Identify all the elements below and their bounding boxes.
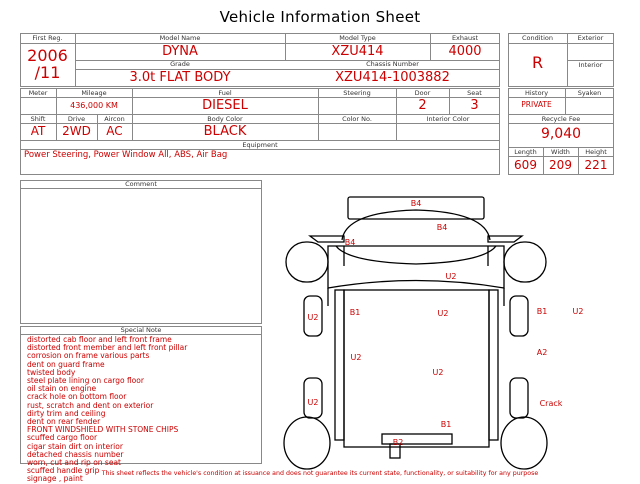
seat-value: 3 <box>470 98 479 113</box>
body-color-label: Body Color <box>207 115 243 123</box>
recycle-fee-label: Recycle Fee <box>541 115 581 123</box>
history-label: History <box>524 89 549 97</box>
comment-label: Comment <box>125 180 157 188</box>
body-color-value: BLACK <box>203 124 247 139</box>
damage-mark-u2-right: U2 <box>572 307 584 316</box>
chassis-number-label: Chassis Number <box>366 60 419 68</box>
width-label: Width <box>551 148 570 156</box>
note-line: distorted cab floor and left front frame <box>27 335 172 344</box>
drive-label: Drive <box>67 115 86 123</box>
damage-mark-b4-bumper: B4 <box>410 199 422 208</box>
note-line: distorted front member and left front pillar <box>27 343 188 353</box>
length-label: Length <box>514 148 537 156</box>
truck-damage-diagram <box>270 180 634 470</box>
damage-mark-b4-cab: B4 <box>436 223 448 232</box>
condition-value: R <box>531 53 544 72</box>
damage-mark-b4-fender: B4 <box>344 238 356 247</box>
note-line: dirty trim and ceiling <box>27 408 106 418</box>
note-line: dent on rear fender <box>27 417 101 427</box>
exhaust-value: 4000 <box>448 44 482 59</box>
note-line: rust, scratch and dent on exterior <box>27 400 154 410</box>
equipment-label: Equipment <box>242 141 278 149</box>
special-note-label: Special Note <box>120 326 162 334</box>
aircon-label: Aircon <box>104 115 125 123</box>
damage-mark-u2-bed-mid: U2 <box>432 368 444 377</box>
damage-mark-u2-rear-left: U2 <box>307 398 319 407</box>
note-line: dent on guard frame <box>27 359 105 369</box>
first-reg-year: 2006 <box>27 46 68 65</box>
note-line: FRONT WINDSHIELD WITH STONE CHIPS <box>27 425 179 435</box>
length-value: 609 <box>514 158 537 172</box>
height-label: Height <box>585 148 607 156</box>
model-name-label: Model Name <box>159 34 201 42</box>
chassis-number-value: XZU414-1003882 <box>335 70 450 85</box>
equipment-value: Power Steering, Power Window All, ABS, Air Bag <box>24 150 228 160</box>
interior-label: Interior <box>578 61 603 69</box>
grade-label: Grade <box>170 60 190 68</box>
model-type-label: Model Type <box>339 34 376 42</box>
exhaust-label: Exhaust <box>451 34 479 42</box>
color-no-label: Color No. <box>342 115 372 123</box>
damage-mark-b1-left: B1 <box>349 308 361 317</box>
condition-label: Condition <box>521 34 554 42</box>
recycle-fee-value: 9,040 <box>540 126 582 142</box>
interior-color-label: Interior Color <box>426 115 470 123</box>
first-reg-label: First Reg. <box>32 34 63 42</box>
fuel-label: Fuel <box>218 89 232 97</box>
damage-mark-b1-right: B1 <box>536 307 548 316</box>
damage-mark-b2: B2 <box>392 438 404 447</box>
damage-mark-u2-cab: U2 <box>445 272 457 281</box>
note-line: crack hole on bottom floor <box>27 392 127 402</box>
note-line: scuffed handle grip <box>27 466 100 476</box>
note-line: cigar stain dirt on interior <box>27 441 123 451</box>
special-note-list <box>27 336 187 484</box>
drive-value: 2WD <box>62 124 91 138</box>
damage-mark-a2: A2 <box>536 348 548 357</box>
page-title: Vehicle Information Sheet <box>219 8 421 26</box>
note-line: signage , paint <box>27 474 83 484</box>
mileage-label: Mileage <box>81 89 107 97</box>
mileage-value: 436,000 KM <box>70 101 118 110</box>
steering-label: Steering <box>343 89 371 97</box>
note-line: steel plate lining on cargo floor <box>27 376 144 386</box>
syaken-label: Syaken <box>577 89 602 97</box>
door-label: Door <box>414 89 431 97</box>
shift-value: AT <box>30 124 46 138</box>
shift-label: Shift <box>30 115 46 123</box>
note-line: twisted body <box>27 367 76 377</box>
note-line: worn, cut and rip on seat <box>27 458 121 468</box>
width-value: 209 <box>549 158 572 172</box>
exterior-label: Exterior <box>577 34 604 42</box>
note-line: oil stain on engine <box>27 384 97 394</box>
note-line: detached chassis number <box>27 449 124 459</box>
meter-label: Meter <box>28 89 48 97</box>
damage-mark-u2-left: U2 <box>307 313 319 322</box>
aircon-value: AC <box>106 124 123 138</box>
first-reg-month: /11 <box>34 63 61 82</box>
history-value: PRIVATE <box>521 100 552 109</box>
damage-mark-u2-bed-left: U2 <box>350 353 362 362</box>
height-value: 221 <box>584 158 608 172</box>
note-line: corrosion on frame various parts <box>27 351 150 361</box>
disclaimer-footer: This sheet reflects the vehicle's condition at issuance and does not guarantee its current state, functionality, or suitability for any purpose <box>101 470 539 477</box>
grade-value: 3.0t FLAT BODY <box>129 70 231 85</box>
comment-box <box>20 180 262 324</box>
model-name-value: DYNA <box>162 44 198 59</box>
damage-mark-b1-rear: B1 <box>440 420 452 429</box>
door-value: 2 <box>418 98 427 113</box>
fuel-value: DIESEL <box>202 98 248 113</box>
seat-label: Seat <box>467 89 482 97</box>
damage-mark-crack: Crack <box>539 399 563 408</box>
note-line: scuffed cargo floor <box>27 433 98 443</box>
model-type-value: XZU414 <box>331 44 384 59</box>
damage-mark-u2-bed: U2 <box>437 309 449 318</box>
